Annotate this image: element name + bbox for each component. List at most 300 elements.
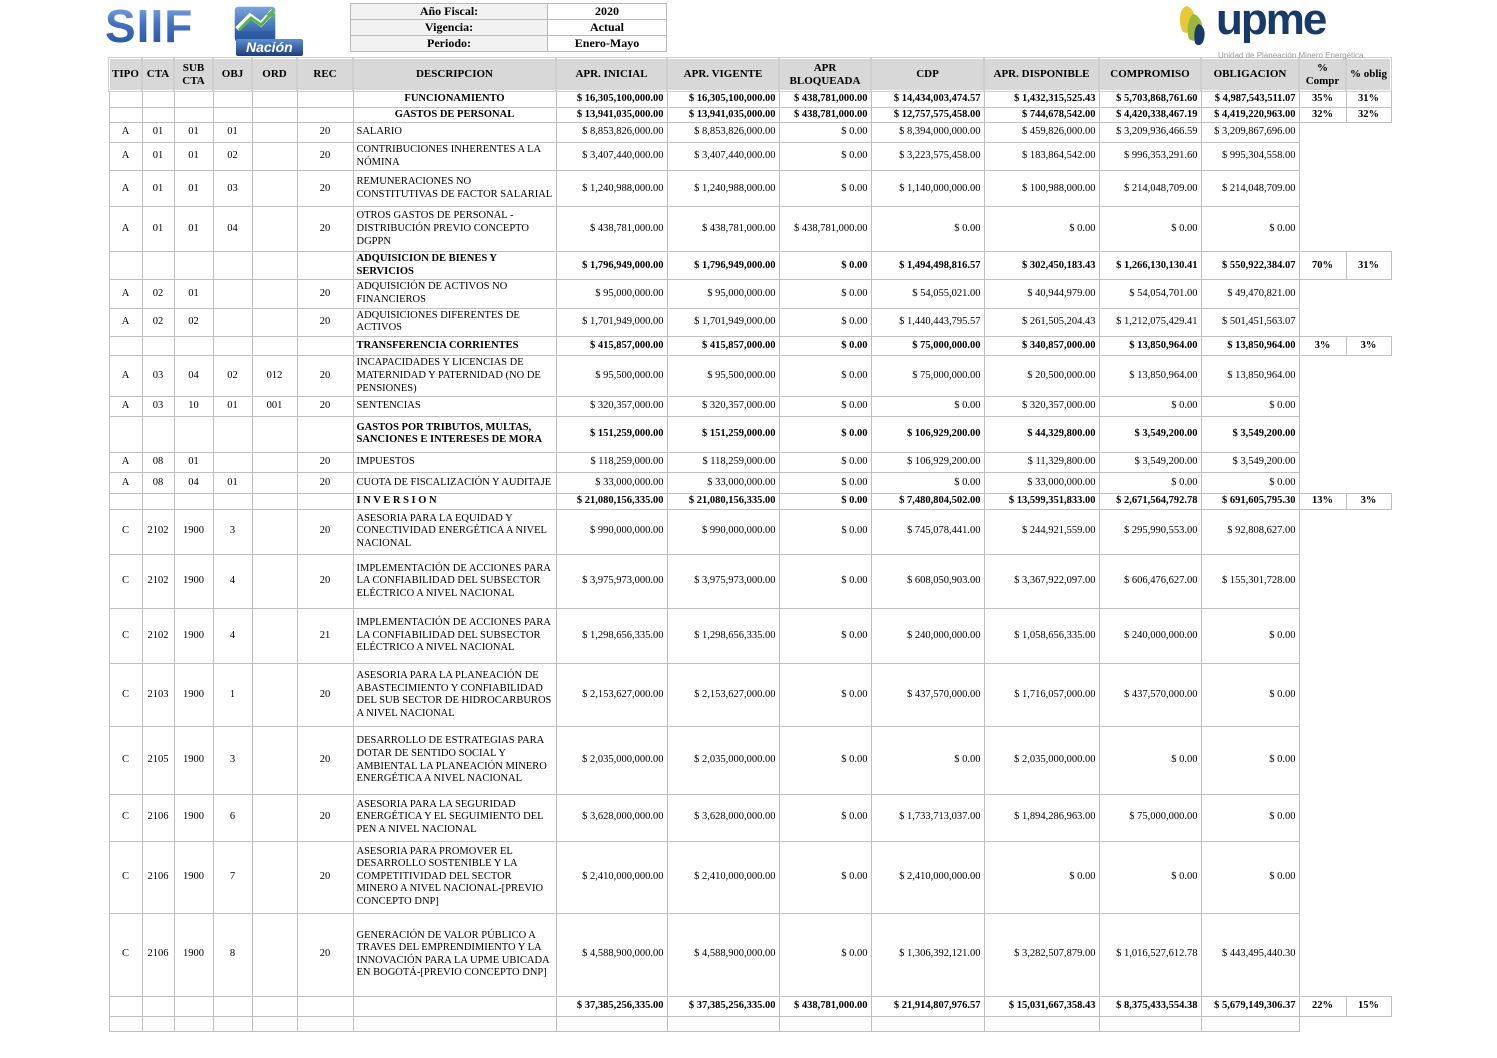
cell-sub: 01 [174,207,213,252]
cell-compr [1299,609,1346,664]
cell-compromiso: $ 1,212,075,429.41 [1099,308,1201,336]
cell-bloqueada: $ 438,781,000.00 [779,996,871,1016]
cell-compromiso: $ 54,054,701.00 [1099,280,1201,308]
cell-inicial: $ 16,305,100,000.00 [556,91,667,107]
cell-vigente: $ 990,000,000.00 [667,509,779,554]
cell-sub [174,336,213,356]
cell-ord [252,171,297,207]
cell-rec: 20 [297,308,353,336]
cell-bloqueada: $ 0.00 [779,664,871,727]
cell-compr [1299,308,1346,336]
cell-compromiso: $ 13,850,964.00 [1099,356,1201,397]
cell-compr [1299,171,1346,207]
cell-oblig [1346,356,1391,397]
cell-inicial: $ 1,298,656,335.00 [556,609,667,664]
cell-cdp: $ 745,078,441.00 [871,509,984,554]
cell-obj: 6 [213,794,252,841]
info-row-vigencia [351,20,667,36]
cell-ord [252,91,297,107]
upme-wordmark: upme [1216,0,1326,44]
cell-ord: 001 [252,397,297,417]
cell-obj [213,416,252,452]
cell-desc: INCAPACIDADES Y LICENCIAS DE MATERNIDAD Y PATERNIDAD (NO DE PENSIONES) [353,356,556,397]
cell-obj [213,336,252,356]
cell-obj [213,280,252,308]
cell-disponible [984,1016,1099,1031]
cell-bloqueada: $ 0.00 [779,336,871,356]
cell-rec: 20 [297,554,353,609]
cell-inicial: $ 21,080,156,335.00 [556,494,667,510]
column-header-apr-inicial: APR. INICIAL [556,58,667,91]
cell-obj: 8 [213,913,252,996]
cell-disponible: $ 1,432,315,525.43 [984,91,1099,107]
cell-desc: FUNCIONAMIENTO [353,91,556,107]
cell-inicial: $ 33,000,000.00 [556,472,667,494]
cell-desc: IMPLEMENTACIÓN DE ACCIONES PARA LA CONFIABILIDAD DEL SUBSECTOR ELÉCTRICO A NIVEL NACIONAL [353,554,556,609]
cell-disponible: $ 3,282,507,879.00 [984,913,1099,996]
cell-desc: IMPLEMENTACIÓN DE ACCIONES PARA LA CONFIABILIDAD DEL SUBSECTOR ELÉCTRICO A NIVEL NACIONAL [353,609,556,664]
cell-vigente: $ 95,000,000.00 [667,280,779,308]
cell-compromiso: $ 0.00 [1099,397,1201,417]
table-row [109,308,1391,336]
summary-row [109,252,1391,280]
cell-obj [213,308,252,336]
cell-compromiso: $ 0.00 [1099,727,1201,794]
summary-row [109,336,1391,356]
cell-compromiso: $ 4,420,338,467.19 [1099,107,1201,123]
cell-rec: 20 [297,123,353,143]
cell-obligacion: $ 5,679,149,306.37 [1201,996,1299,1016]
cell-oblig [1346,664,1391,727]
summary-row [109,416,1391,452]
cell-tipo: C [109,913,142,996]
cell-inicial: $ 13,941,035,000.00 [556,107,667,123]
cell-obj [213,494,252,510]
cell-vigente: $ 151,259,000.00 [667,416,779,452]
cell-rec: 20 [297,727,353,794]
cell-sub: 1900 [174,609,213,664]
cell-obj [213,1016,252,1031]
cell-obligacion: $ 691,605,795.30 [1201,494,1299,510]
fiscal-info-table [350,3,667,52]
column-header-descripcion: DESCRIPCION [353,58,556,91]
upme-tagline: Unidad de Planeación Minero Energética [1218,51,1364,60]
cell-desc [353,996,556,1016]
cell-tipo: C [109,509,142,554]
cell-tipo: C [109,664,142,727]
cell-oblig [1346,1016,1391,1031]
cell-tipo: A [109,280,142,308]
cell-cdp: $ 75,000,000.00 [871,336,984,356]
cell-sub: 1900 [174,554,213,609]
column-header-pct-oblig: % oblig [1346,58,1391,91]
cell-obligacion: $ 92,808,627.00 [1201,509,1299,554]
cell-rec [297,1016,353,1031]
cell-ord: 012 [252,356,297,397]
cell-disponible: $ 2,035,000,000.00 [984,727,1099,794]
cell-cta [142,91,174,107]
cell-tipo [109,91,142,107]
cell-obligacion: $ 501,451,563.07 [1201,308,1299,336]
cell-vigente: $ 2,035,000,000.00 [667,727,779,794]
cell-desc: GASTOS POR TRIBUTOS, MULTAS, SANCIONES E INTERESES DE MORA [353,416,556,452]
cell-rec [297,416,353,452]
cell-compr: 13% [1299,494,1346,510]
cell-obligacion: $ 0.00 [1201,664,1299,727]
cell-inicial: $ 3,975,973,000.00 [556,554,667,609]
column-header-sub-cta: SUB CTA [174,58,213,91]
cell-bloqueada [779,1016,871,1031]
cell-ord [252,416,297,452]
cell-oblig [1346,913,1391,996]
budget-table-body [109,91,1391,1031]
cell-cta: 01 [142,171,174,207]
cell-rec [297,107,353,123]
info-value-vigencia: Actual [548,20,667,36]
table-row [109,509,1391,554]
summary-row [109,107,1391,123]
cell-compr [1299,509,1346,554]
cell-bloqueada: $ 0.00 [779,397,871,417]
cell-tipo: C [109,554,142,609]
cell-bloqueada: $ 0.00 [779,416,871,452]
cell-tipo [109,416,142,452]
cell-compromiso: $ 214,048,709.00 [1099,171,1201,207]
cell-inicial: $ 2,153,627,000.00 [556,664,667,727]
cell-obj [213,252,252,280]
table-row [109,472,1391,494]
cell-oblig [1346,207,1391,252]
cell-disponible: $ 15,031,667,358.43 [984,996,1099,1016]
cell-desc: SALARIO [353,123,556,143]
table-row [109,727,1391,794]
cell-bloqueada: $ 438,781,000.00 [779,207,871,252]
cell-sub: 10 [174,397,213,417]
cell-obj: 4 [213,609,252,664]
cell-tipo: C [109,794,142,841]
cell-rec [297,91,353,107]
cell-compromiso: $ 3,549,200.00 [1099,452,1201,472]
cell-compromiso [1099,1016,1201,1031]
cell-cta: 2106 [142,841,174,913]
column-header-cdp: CDP [871,58,984,91]
cell-oblig: 15% [1346,996,1391,1016]
cell-vigente: $ 2,153,627,000.00 [667,664,779,727]
cell-cta [142,494,174,510]
cell-obligacion: $ 13,850,964.00 [1201,356,1299,397]
cell-sub [174,494,213,510]
cell-obligacion: $ 13,850,964.00 [1201,336,1299,356]
cell-sub [174,107,213,123]
cell-obligacion: $ 0.00 [1201,207,1299,252]
cell-desc: ADQUISICIÓN DE ACTIVOS NO FINANCIEROS [353,280,556,308]
cell-cdp: $ 1,140,000,000.00 [871,171,984,207]
cell-desc: IMPUESTOS [353,452,556,472]
cell-inicial: $ 415,857,000.00 [556,336,667,356]
cell-disponible: $ 320,357,000.00 [984,397,1099,417]
cell-obligacion: $ 3,209,867,696.00 [1201,123,1299,143]
budget-execution-table [108,57,1392,1032]
cell-compr [1299,727,1346,794]
cell-compromiso: $ 0.00 [1099,207,1201,252]
cell-oblig: 3% [1346,494,1391,510]
cell-oblig [1346,171,1391,207]
cell-tipo [109,252,142,280]
cell-rec: 20 [297,356,353,397]
cell-sub: 1900 [174,913,213,996]
leaf-icon [1178,4,1214,53]
cell-rec [297,252,353,280]
cell-sub [174,1016,213,1031]
cell-ord [252,664,297,727]
cell-cta [142,1016,174,1031]
cell-inicial: $ 1,240,988,000.00 [556,171,667,207]
cell-inicial: $ 438,781,000.00 [556,207,667,252]
table-header-row [109,58,1391,91]
cell-ord [252,727,297,794]
cell-inicial: $ 3,628,000,000.00 [556,794,667,841]
column-header-cta: CTA [142,58,174,91]
cell-cta: 08 [142,452,174,472]
cell-cdp: $ 437,570,000.00 [871,664,984,727]
cell-ord [252,794,297,841]
cell-inicial: $ 1,701,949,000.00 [556,308,667,336]
total-row [109,996,1391,1016]
cell-disponible: $ 1,058,656,335.00 [984,609,1099,664]
cell-bloqueada: $ 0.00 [779,554,871,609]
summary-row [109,494,1391,510]
cell-disponible: $ 100,988,000.00 [984,171,1099,207]
cell-cta: 2103 [142,664,174,727]
column-header-rec: REC [297,58,353,91]
cell-obligacion [1201,1016,1299,1031]
column-header-obj: OBJ [213,58,252,91]
table-row [109,554,1391,609]
cell-compr: 32% [1299,107,1346,123]
cell-sub: 1900 [174,664,213,727]
cell-cta: 01 [142,207,174,252]
column-header-compromiso: COMPROMISO [1099,58,1201,91]
cell-cdp: $ 21,914,807,976.57 [871,996,984,1016]
cell-tipo: C [109,727,142,794]
cell-bloqueada: $ 0.00 [779,171,871,207]
cell-cdp: $ 14,434,003,474.57 [871,91,984,107]
cell-oblig [1346,794,1391,841]
cell-cdp: $ 106,929,200.00 [871,416,984,452]
cell-obj: 01 [213,397,252,417]
cell-obligacion: $ 49,470,821.00 [1201,280,1299,308]
cell-obligacion: $ 4,419,220,963.00 [1201,107,1299,123]
cell-compromiso: $ 295,990,553.00 [1099,509,1201,554]
cell-compr [1299,664,1346,727]
column-header-pct-compr: % Compr [1299,58,1346,91]
cell-sub: 01 [174,452,213,472]
cell-tipo: C [109,841,142,913]
table-row [109,609,1391,664]
cell-inicial: $ 2,035,000,000.00 [556,727,667,794]
cell-disponible: $ 33,000,000.00 [984,472,1099,494]
cell-cdp: $ 7,480,804,502.00 [871,494,984,510]
column-header-apr-bloqueada: APR BLOQUEADA [779,58,871,91]
summary-row [109,91,1391,107]
cell-inicial: $ 990,000,000.00 [556,509,667,554]
cell-bloqueada: $ 0.00 [779,143,871,171]
cell-tipo: A [109,207,142,252]
cell-desc: ASESORIA PARA LA SEGURIDAD ENERGÉTICA Y EL SEGUIMIENTO DEL PEN A NIVEL NACIONAL [353,794,556,841]
cell-cta: 08 [142,472,174,494]
cell-tipo: A [109,123,142,143]
cell-desc: ADQUISICIONES DIFERENTES DE ACTIVOS [353,308,556,336]
cell-cdp: $ 8,394,000,000.00 [871,123,984,143]
cell-compromiso: $ 240,000,000.00 [1099,609,1201,664]
cell-cdp: $ 1,440,443,795.57 [871,308,984,336]
cell-oblig: 31% [1346,91,1391,107]
cell-vigente: $ 320,357,000.00 [667,397,779,417]
cell-compromiso: $ 606,476,627.00 [1099,554,1201,609]
cell-compromiso: $ 75,000,000.00 [1099,794,1201,841]
cell-vigente: $ 21,080,156,335.00 [667,494,779,510]
cell-obligacion: $ 0.00 [1201,794,1299,841]
cell-rec: 20 [297,397,353,417]
cell-cdp [871,1016,984,1031]
cell-obj: 4 [213,554,252,609]
cell-compromiso: $ 8,375,433,554.38 [1099,996,1201,1016]
cell-cdp: $ 1,306,392,121.00 [871,913,984,996]
cell-compr [1299,913,1346,996]
cell-vigente: $ 4,588,900,000.00 [667,913,779,996]
cell-obj: 01 [213,472,252,494]
cell-bloqueada: $ 0.00 [779,609,871,664]
cell-obj: 1 [213,664,252,727]
cell-bloqueada: $ 0.00 [779,913,871,996]
cell-ord [252,996,297,1016]
cell-cdp: $ 1,494,498,816.57 [871,252,984,280]
cell-disponible: $ 744,678,542.00 [984,107,1099,123]
cell-compr: 35% [1299,91,1346,107]
cell-disponible: $ 40,944,979.00 [984,280,1099,308]
table-row [109,280,1391,308]
cell-bloqueada: $ 438,781,000.00 [779,91,871,107]
cell-cdp: $ 106,929,200.00 [871,452,984,472]
cell-cdp: $ 3,223,575,458.00 [871,143,984,171]
cell-tipo [109,336,142,356]
cell-obligacion: $ 0.00 [1201,609,1299,664]
cell-rec: 20 [297,452,353,472]
cell-tipo: A [109,452,142,472]
cell-tipo [109,1016,142,1031]
cell-obligacion: $ 995,304,558.00 [1201,143,1299,171]
cell-ord [252,494,297,510]
cell-cdp: $ 2,410,000,000.00 [871,841,984,913]
cell-inicial: $ 118,259,000.00 [556,452,667,472]
report-header [105,0,1390,60]
cell-oblig [1346,554,1391,609]
cell-obligacion: $ 4,987,543,511.07 [1201,91,1299,107]
cell-ord [252,336,297,356]
cell-vigente [667,1016,779,1031]
cell-disponible: $ 3,367,922,097.00 [984,554,1099,609]
cell-rec [297,336,353,356]
cell-ord [252,913,297,996]
cell-rec: 20 [297,280,353,308]
info-value-ano-fiscal: 2020 [548,4,667,20]
cell-cdp: $ 0.00 [871,727,984,794]
cell-obligacion: $ 443,495,440.30 [1201,913,1299,996]
cell-tipo [109,996,142,1016]
cell-sub: 02 [174,308,213,336]
table-row [109,356,1391,397]
cell-desc: GENERACIÓN DE VALOR PÚBLICO A TRAVES DEL EMPRENDIMIENTO Y LA INNOVACIÓN PARA LA UPME UBICADA EN BOGOTÁ-[PREVIO CONCEPTO DNP] [353,913,556,996]
cell-cta: 02 [142,308,174,336]
cell-compromiso: $ 2,671,564,792.78 [1099,494,1201,510]
cell-inicial: $ 4,588,900,000.00 [556,913,667,996]
cell-rec: 20 [297,171,353,207]
cell-oblig [1346,123,1391,143]
cell-vigente: $ 1,701,949,000.00 [667,308,779,336]
cell-tipo: A [109,308,142,336]
cell-compromiso: $ 3,209,936,466.59 [1099,123,1201,143]
cell-cta [142,996,174,1016]
cell-cta [142,336,174,356]
cell-ord [252,509,297,554]
cell-inicial: $ 95,000,000.00 [556,280,667,308]
cell-obj: 02 [213,143,252,171]
cell-desc: GASTOS DE PERSONAL [353,107,556,123]
cell-cta: 03 [142,397,174,417]
cell-disponible: $ 340,857,000.00 [984,336,1099,356]
cell-disponible: $ 261,505,204.43 [984,308,1099,336]
cell-vigente: $ 118,259,000.00 [667,452,779,472]
cell-oblig: 32% [1346,107,1391,123]
cell-oblig [1346,727,1391,794]
cell-cta: 02 [142,280,174,308]
info-label-periodo: Periodo: [351,36,548,52]
cell-compr: 22% [1299,996,1346,1016]
cell-obligacion: $ 155,301,728.00 [1201,554,1299,609]
cell-sub: 1900 [174,509,213,554]
cell-compr: 70% [1299,252,1346,280]
cell-vigente: $ 2,410,000,000.00 [667,841,779,913]
cell-vigente: $ 1,240,988,000.00 [667,171,779,207]
cell-disponible: $ 183,864,542.00 [984,143,1099,171]
cell-rec: 20 [297,207,353,252]
cell-desc: I N V E R S I O N [353,494,556,510]
cell-disponible: $ 20,500,000.00 [984,356,1099,397]
cell-vigente: $ 3,407,440,000.00 [667,143,779,171]
cell-desc: ASESORIA PARA PROMOVER EL DESARROLLO SOSTENIBLE Y LA COMPETITIVIDAD DEL SECTOR MINERO A NIVEL NACIONAL-[PREVIO CONCEPTO DNP] [353,841,556,913]
cell-obligacion: $ 0.00 [1201,727,1299,794]
cell-inicial: $ 37,385,256,335.00 [556,996,667,1016]
cell-cdp: $ 0.00 [871,207,984,252]
cell-ord [252,609,297,664]
cell-obj: 03 [213,171,252,207]
cell-obligacion: $ 0.00 [1201,841,1299,913]
cell-inicial: $ 3,407,440,000.00 [556,143,667,171]
cell-oblig: 3% [1346,336,1391,356]
cell-tipo: A [109,472,142,494]
cell-cta: 03 [142,356,174,397]
cell-ord [252,841,297,913]
cell-vigente: $ 415,857,000.00 [667,336,779,356]
cell-oblig [1346,416,1391,452]
cell-compr [1299,472,1346,494]
info-label-ano-fiscal: Año Fiscal: [351,4,548,20]
siif-wordmark: SIIF [105,0,194,52]
cell-vigente: $ 95,500,000.00 [667,356,779,397]
cell-cdp: $ 608,050,903.00 [871,554,984,609]
cell-ord [252,123,297,143]
cell-ord [252,472,297,494]
